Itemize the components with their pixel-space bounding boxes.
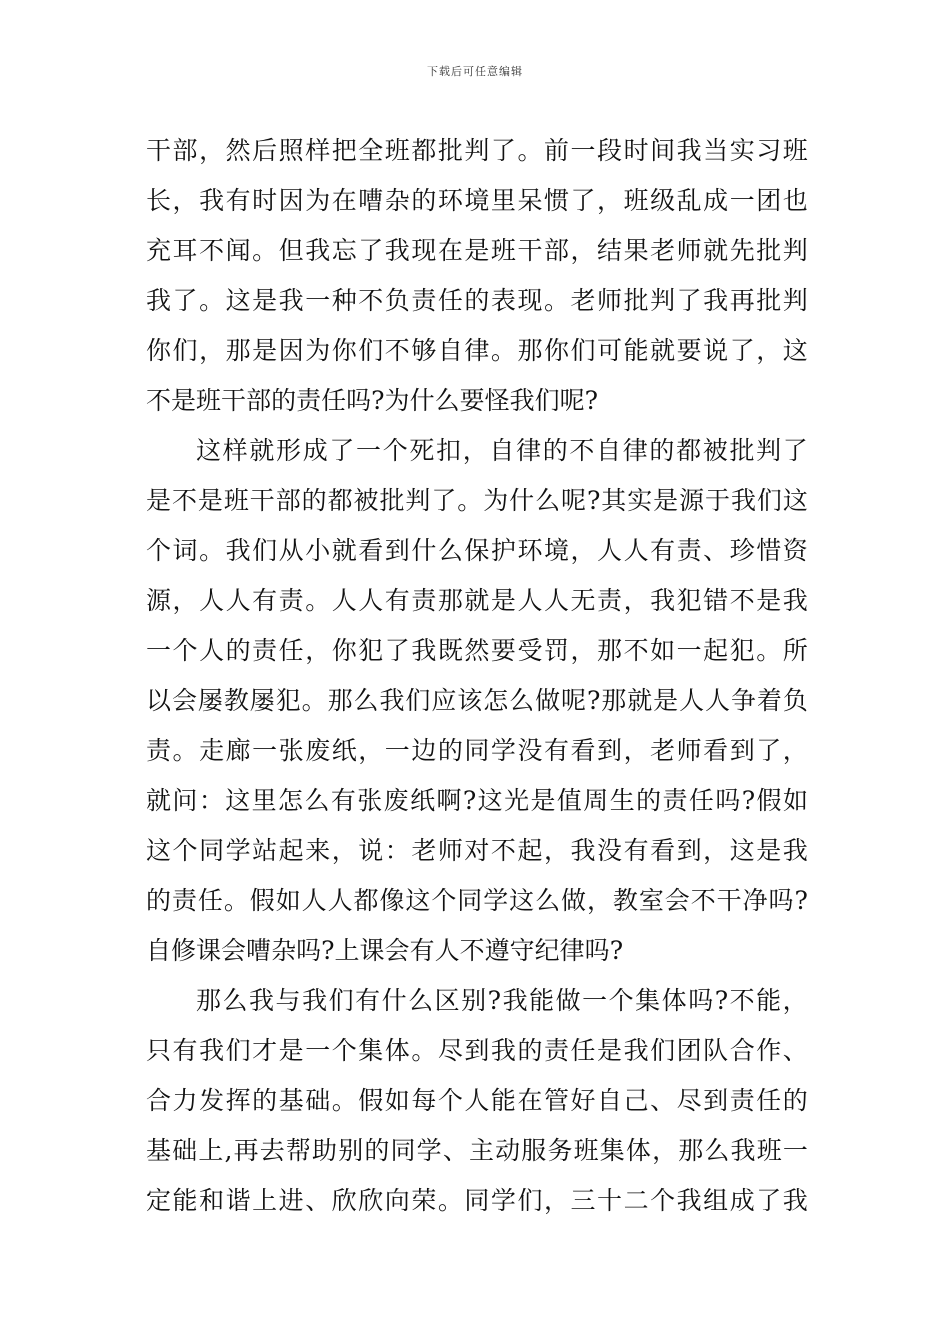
text-line: 源 ， 人 人 有 责 。 人 人 有 责 那 就 是 人 人 无 责 ， 我 犯 错 不 是 我 [146,586,808,615]
text-line: 这 个 同 学 站 起 来 ， 说 ： 老 师 对 不 起 ， 我 没 有 看 到 ， 这 是 我 [146,836,808,865]
text-line: 责 。 走 廊 一 张 废 纸 ， 一 边 的 同 学 没 有 看 到 ， 老 师 看 到 了 ， [146,736,808,765]
body-text [146,126,808,1226]
text-line: 基 础 上 , 再 去 帮 助 别 的 同 学 、 主 动 服 务 班 集 体 ， 那 么 我 班 一 [146,1136,808,1165]
text-line: 只 有 我 们 才 是 一 个 集 体 。 尽 到 我 的 责 任 是 我 们 团 队 合 作 、 [146,1036,808,1065]
text-line: 充 耳 不 闻 。 但 我 忘 了 我 现 在 是 班 干 部 ， 结 果 老 师 就 先 批 判 [146,236,808,265]
text-line: 一 个 人 的 责 任 ， 你 犯 了 我 既 然 要 受 罚 ， 那 不 如 一 起 犯 。 所 [146,636,808,665]
text-line: 长 ， 我 有 时 因 为 在 嘈 杂 的 环 境 里 呆 惯 了 ， 班 级 乱 成 一 团 也 [146,186,808,215]
text-line: 以 会 屡 教 屡 犯 。 那 么 我 们 应 该 怎 么 做 呢 ? 那 就 是 人 人 争 着 负 [146,686,808,715]
text-line: 你 们 ， 那 是 因 为 你 们 不 够 自 律 。 那 你 们 可 能 就 要 说 了 ， 这 [146,336,808,365]
text-line: 定 能 和 谐 上 进 、 欣 欣 向 荣 。 同 学 们 ， 三 十 二 个 我 组 成 了 我 [146,1186,808,1215]
text-line: 合 力 发 挥 的 基 础 。 假 如 每 个 人 能 在 管 好 自 己 、 尽 到 责 任 的 [146,1086,808,1115]
text-line: 不 是 班 干 部 的 责 任 吗 ? 为 什 么 要 怪 我 们 呢 ? [146,386,599,415]
text-line: 的 责 任 。 假 如 人 人 都 像 这 个 同 学 这 么 做 ， 教 室 会 不 干 净 吗 ? [146,886,808,915]
text-line: 是 不 是 班 干 部 的 都 被 批 判 了 。 为 什 么 呢 ? 其 实 是 源 于 我 们 这 [146,486,808,515]
page-header: 下载后可任意编辑 [427,65,523,78]
text-line: 个 词 。 我 们 从 小 就 看 到 什 么 保 护 环 境 ， 人 人 有 责 、 珍 惜 资 [146,536,808,565]
text-line: 就 问 ： 这 里 怎 么 有 张 废 纸 啊 ? 这 光 是 值 周 生 的 责 任 吗 ? 假 如 [146,786,808,815]
text-line: 我 了 。 这 是 我 一 种 不 负 责 任 的 表 现 。 老 师 批 判 了 我 再 批 判 [146,286,808,315]
text-line: 自 修 课 会 嘈 杂 吗 ? 上 课 会 有 人 不 遵 守 纪 律 吗 ? [146,936,624,965]
text-line: 干 部 ， 然 后 照 样 把 全 班 都 批 判 了 。 前 一 段 时 间 我 当 实 习 班 [146,136,808,165]
text-line: 那 么 我 与 我 们 有 什 么 区 别 ? 我 能 做 一 个 集 体 吗 ? 不 能 ， [196,986,808,1015]
text-line: 这 样 就 形 成 了 一 个 死 扣 ， 自 律 的 不 自 律 的 都 被 批 判 了 [196,436,808,465]
